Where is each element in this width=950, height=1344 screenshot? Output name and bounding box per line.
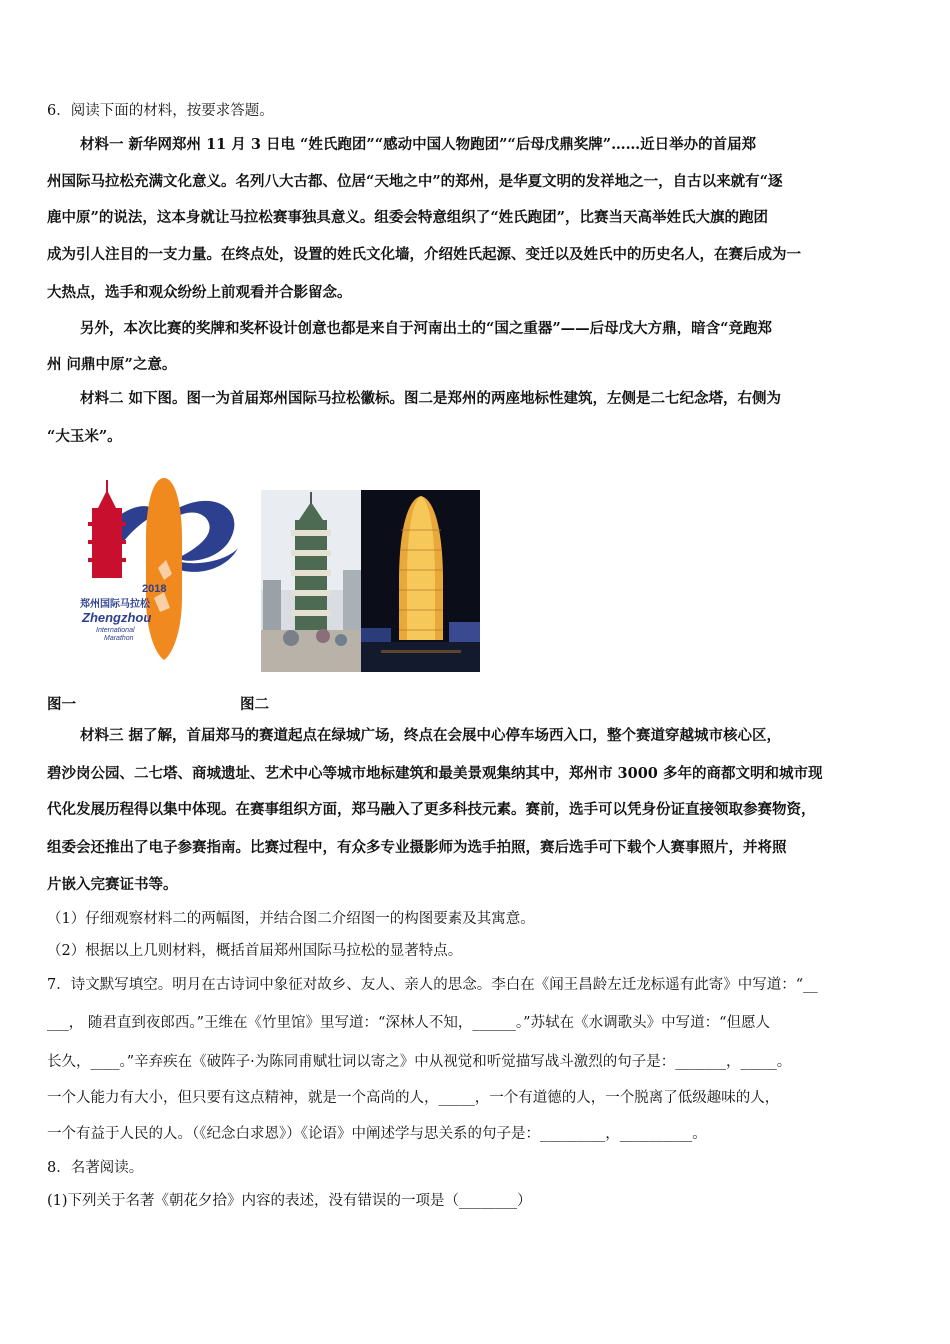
question-6-sub-2: （2）根据以上几则材料，概括首届郑州国际马拉松的显著特点。 bbox=[47, 943, 463, 959]
question-7-line: 一个有益于人民的人。（《纪念白求恩》）《论语》中阐述学与思关系的句子是：_________，__________。 bbox=[47, 1126, 707, 1142]
question-6-stem: 6．阅读下面的材料，按要求答题。 bbox=[47, 103, 274, 119]
material-1b-line: 州 问鼎中原”之意。 bbox=[47, 356, 177, 373]
material-2-line: “大玉米”。 bbox=[47, 428, 122, 445]
material-1-line: 鹿中原”的说法，这本身就让马拉松赛事独具意义。组委会特意组织了“姓氏跑团”，比赛当天高举姓氏大旗的跑团 bbox=[47, 209, 769, 226]
logo-year: 2018 bbox=[142, 583, 167, 595]
material-1b-line: 另外，本次比赛的奖牌和奖杯设计创意也都是来自于河南出土的“国之重器”——后母戊大方鼎，暗含“竞跑郑 bbox=[80, 320, 773, 337]
erqi-tower-photo bbox=[261, 490, 361, 672]
material-2-line: 材料二 如下图。图一为首届郑州国际马拉松徽标。图二是郑州的两座地标性建筑，左侧是二七纪念塔，右侧为 bbox=[80, 390, 782, 407]
material-3-line: 碧沙岗公园、二七塔、商城遗址、艺术中心等城市地标建筑和最美景观集纳其中，郑州市 3000 多年的商都文明和城市现 bbox=[47, 765, 823, 782]
material-3-line: 材料三 据了解，首届郑马的赛道起点在绿城广场，终点在会展中心停车场西入口，整个赛道穿越城市核心区， bbox=[80, 727, 782, 744]
material-3-line: 组委会还推出了电子参赛指南。比赛过程中，有众多专业摄影师为选手拍照，赛后选手可下载个人赛事照片，并将照 bbox=[47, 839, 787, 856]
big-corn-tower-photo bbox=[361, 490, 480, 672]
question-7-line: 7．诗文默写填空。明月在古诗词中象征对故乡、友人、亲人的思念。李白在《闻王昌龄左迁龙标遥有此寄》中写道：“__ bbox=[47, 977, 818, 993]
question-8-stem: 8．名著阅读。 bbox=[47, 1160, 144, 1176]
question-7-line: 一个人能力有大小，但只要有这点精神，就是一个高尚的人，_____，一个有道德的人，一个脱离了低级趣味的人， bbox=[47, 1090, 780, 1106]
figure-1-caption: 图一 bbox=[47, 696, 76, 713]
logo-international: International bbox=[96, 627, 135, 634]
question-8-sub-1: (1)下列关于名著《朝花夕拾》内容的表述，没有错误的一项是（________） bbox=[47, 1193, 532, 1209]
material-1-line: 材料一 新华网郑州 11 月 3 日电 “姓氏跑团”“感动中国人物跑团”“后母戊鼎奖牌”……近日举办的首届郑 bbox=[80, 136, 757, 153]
logo-marathon: Marathon bbox=[104, 635, 134, 642]
logo-chinese-name: 郑州国际马拉松 bbox=[80, 599, 150, 610]
material-1-line: 大热点，选手和观众纷纷上前观看并合影留念。 bbox=[47, 284, 352, 301]
question-7-line: 长久，____。”辛弃疾在《破阵子·为陈同甫赋壮词以寄之》中从视觉和听觉描写战斗激烈的句子是：_______，_____。 bbox=[47, 1054, 792, 1070]
material-3-line: 代化发展历程得以集中体现。在赛事组织方面，郑马融入了更多科技元素。赛前，选手可以凭身份证直接领取参赛物资， bbox=[47, 801, 816, 818]
material-1-line: 州国际马拉松充满文化意义。名列八大古都、位居“天地之中”的郑州，是华夏文明的发祥地之一，自古以来就有“逐 bbox=[47, 173, 783, 190]
material-1-line: 成为引人注目的一支力量。在终点处，设置的姓氏文化墙，介绍姓氏起源、变迁以及姓氏中的历史名人，在赛后成为一 bbox=[47, 246, 801, 263]
material-3-line: 片嵌入完赛证书等。 bbox=[47, 876, 178, 893]
marathon-logo-figure bbox=[78, 468, 246, 664]
figure-2-caption: 图二 bbox=[240, 696, 269, 713]
logo-city: Zhengzhou bbox=[82, 610, 152, 625]
question-7-line: ___， 随君直到夜郎西。”王维在《竹里馆》里写道：“深林人不知，______。”苏轼在《水调歌头》中写道：“但愿人 bbox=[47, 1015, 771, 1031]
question-6-sub-1: （1）仔细观察材料二的两幅图，并结合图二介绍图一的构图要素及其寓意。 bbox=[47, 911, 535, 927]
